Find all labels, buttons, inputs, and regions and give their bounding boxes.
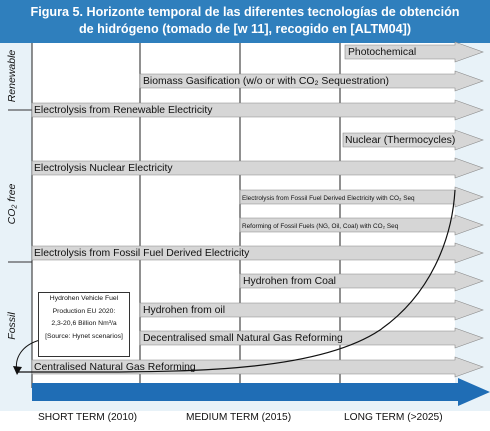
callout-line-3: 2,3-20,6 Billion Nm³/a [51,320,117,327]
bar-label-reforming-fossil-ccs: Reforming of Fossil Fuels (NG, Oil, Coal) with CO₂ Seq [242,223,399,230]
bar-label-decentralised-reforming: Decentralised small Natural Gas Reforming [143,333,343,344]
figure-title-line-1: Figura 5. Horizonte temporal de las diferentes tecnologías de obtención [30,5,460,19]
figure-title-line-2: de hidrógeno (tomado de [w 11], recogido en [ALTM04]) [78,22,412,36]
fuel-production-callout [38,292,130,357]
bar-label-electrolysis-nuclear: Electrolysis Nuclear Electricity [34,163,173,174]
bar-label-electrolysis-fossil-ccs: Electrolysis from Fossil Fuel Derived Electricity with CO₂ Seq [242,195,415,202]
side-label-co2-free: CO₂ free [6,183,18,225]
callout-pointer-head [13,366,22,375]
bar-label-centralised-reforming: Centralised Natural Gas Reforming [34,362,196,373]
callout-line-2: Production EU 2020: [52,307,116,315]
bar-label-nuclear-thermocycles: Nuclear (Thermocycles) [345,135,456,146]
bar-label-photochemical: Photochemical [348,47,417,58]
term-short: SHORT TERM (2010) [38,412,138,423]
bar-label-biomass-gasification: Biomass Gasification (w/o or with CO₂ Sequestration) [143,76,389,87]
bar-label-electrolysis-fossil: Electrolysis from Fossil Fuel Derived Electricity [34,248,250,259]
timeline-arrow [32,378,490,406]
side-label-fossil: Fossil [6,312,18,340]
bar-label-electrolysis-renewable: Electrolysis from Renewable Electricity [34,105,213,116]
bar-label-hydrogen-oil: Hydrohen from oil [143,305,226,316]
bar-label-hydrogen-coal: Hydrohen from Coal [243,276,336,287]
term-medium: MEDIUM TERM (2015) [186,412,292,423]
callout-line-4: [Source: Hynet scenarios] [45,332,123,340]
side-label-renewable: Renewable [6,49,18,103]
callout-line-1: Hydrohen Vehicle Fuel [49,295,119,302]
term-long: LONG TERM (>2025) [344,412,443,423]
